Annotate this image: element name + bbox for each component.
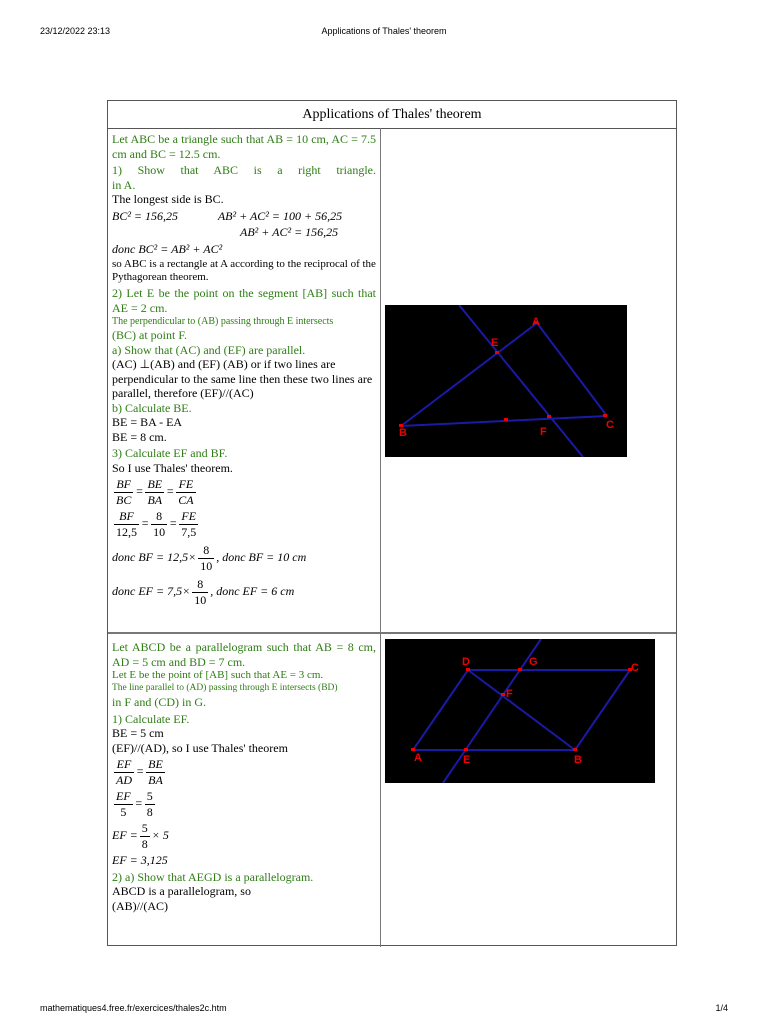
ex2-ef-formula — [112, 821, 376, 851]
frac-den: 8 — [141, 836, 148, 851]
frac-den: 5 — [120, 804, 127, 819]
row-divider — [108, 632, 676, 634]
label-c: C — [631, 662, 639, 674]
frac-num: BE — [148, 757, 163, 771]
frac-num: FE — [176, 477, 195, 493]
label-f: F — [506, 688, 513, 700]
eq-suffix: , donc BF = 10 cm — [216, 549, 307, 564]
eq-prefix: EF = — [112, 827, 138, 842]
label-d: D — [462, 656, 470, 668]
page-number: 1/4 — [715, 1003, 728, 1013]
frac-num: FE — [179, 509, 198, 525]
eq-prefix: donc EF = 7,5× — [112, 583, 191, 598]
frac-den: 12,5 — [116, 524, 137, 539]
ex1-ratio-1: $\frac{BF}{BC}$ = $\frac{BE}{BA}$ = $\frac{FE}{CA}$ — [116, 477, 194, 507]
ex1-be-line-1: BE = BA - EA — [112, 415, 183, 429]
frac-den: 10 — [153, 524, 166, 539]
ex1-question-2: 2) Let E be the point on the segment [AB] such that AE = 2 cm. — [112, 286, 376, 315]
ex2-ratio-2: $\frac{EF}{5}$ = $\frac{5}{8}$ — [116, 789, 153, 819]
print-datetime: 23/12/2022 23:13 — [40, 26, 111, 36]
ex2-thales-line: (EF)//(AD), so I use Thales' theorem — [112, 740, 288, 755]
exercise-table — [107, 100, 677, 946]
ex1-question-3: 3) Calculate EF and BF. — [112, 446, 228, 460]
ex2-intro: Let ABCD be a parallelogram such that AB = 8 cm, AD = 5 cm and BD = 7 cm. — [112, 640, 376, 669]
label-a: A — [532, 316, 540, 328]
ex2-ratio-1: $\frac{EF}{AD}$ = $\frac{BE}{BA}$ — [116, 757, 163, 787]
exercise-2-text — [112, 640, 376, 913]
frac-num: 8 — [192, 577, 208, 593]
label-e: E — [491, 337, 499, 349]
frac-den: 7,5 — [181, 524, 197, 539]
frac-num: EF — [116, 789, 131, 803]
frac-num: 8 — [151, 509, 167, 525]
ex1-math-line-1 — [112, 209, 376, 224]
column-divider — [380, 634, 381, 947]
label-b: B — [399, 427, 407, 439]
ex2-parallelogram-line: ABCD is a parallelogram, so — [112, 884, 251, 898]
ex1-bf-result — [112, 543, 376, 573]
ex2-parallel-line-cont: in F and (CD) in G. — [112, 695, 206, 709]
frac-num: BF — [114, 477, 133, 493]
frac-num: 8 — [198, 543, 214, 559]
ex2-question-2: 2) a) Show that AEGD is a parallelogram. — [112, 869, 314, 884]
ex1-be-line-2: BE = 8 cm. — [112, 429, 167, 444]
label-a: A — [414, 752, 422, 764]
ex1-ef-result — [112, 577, 376, 607]
ex1-pythagoras-conclusion: so ABC is a rectangle at A according to the reciprocal of the Pythagorean theorem. — [112, 258, 376, 283]
frac-den: AD — [116, 772, 132, 787]
ex1-question-1-cont: in A. — [112, 177, 136, 192]
label-b: B — [574, 754, 582, 766]
label-e: E — [463, 754, 471, 766]
page-title: Applications of Thales' theorem — [108, 101, 676, 129]
ex1-parallel-proof: (AC) ⊥(AB) and (EF) (AB) or if two lines are perpendicular to the same line then these two lines are parallel, therefore (EF)//(AC) — [112, 357, 373, 400]
frac-num: BE — [147, 477, 163, 491]
frac-den: 10 — [200, 558, 213, 573]
ex1-question-1: 1) Show that ABC is a right triangle. — [112, 163, 376, 177]
ex1-question-2-point: (BC) at point F. — [112, 328, 188, 342]
column-divider — [380, 128, 381, 632]
frac-den: BC — [116, 492, 132, 507]
page-url: mathematiques4.free.fr/exercices/thales2c.htm — [40, 1003, 227, 1013]
ex1-question-2a: a) Show that (AC) and (EF) are parallel. — [112, 342, 306, 357]
ex1-ratio-2: $\frac{BF}{12,5}$ = $\frac{8}{10}$ = $\frac{FE}{7,5}$ — [116, 509, 197, 539]
ex1-thales-line: So I use Thales' theorem. — [112, 460, 233, 475]
ex1-math-bc2: BC² = 156,25 — [112, 208, 179, 223]
ex1-math-line-3: donc BC² = AB² + AC² — [112, 241, 223, 256]
frac-den: 8 — [146, 804, 153, 819]
eq-suffix: , donc EF = 6 cm — [210, 583, 295, 598]
frac-den: BA — [148, 772, 163, 787]
label-f: F — [540, 426, 547, 438]
exercise-1-text — [112, 132, 376, 609]
print-title: Applications of Thales' theorem — [321, 26, 447, 36]
ex2-parallel-line: The line parallel to (AD) passing through E intersects (BD) — [112, 683, 338, 693]
triangle-figure — [385, 305, 627, 457]
ex2-question-1: 1) Calculate EF. — [112, 711, 190, 726]
label-g: G — [529, 656, 538, 668]
frac-num: BF — [114, 509, 139, 525]
ex1-question-2b: b) Calculate BE. — [112, 400, 192, 415]
frac-den: CA — [178, 492, 194, 507]
label-c: C — [606, 419, 614, 431]
frac-num: 5 — [141, 821, 148, 835]
ex1-question-2-cont: The perpendicular to (AB) passing through E intersects — [112, 316, 334, 327]
ex1-math-line-2: AB² + AC² = 156,25 — [240, 225, 339, 239]
frac-den: BA — [147, 492, 163, 507]
frac-num: EF — [114, 757, 134, 773]
ex2-parallel-line-2: (AB)//(AC) — [112, 898, 168, 913]
ex2-point-e: Let E be the point of [AB] such that AE = 3 cm. — [112, 669, 324, 681]
ex2-ef-result: EF = 3,125 — [112, 853, 168, 867]
eq-suffix: × 5 — [151, 827, 169, 842]
ex1-intro: Let ABC be a triangle such that AB = 10 cm, AC = 7.5 cm and BC = 12.5 cm. — [112, 132, 376, 161]
frac-den: 10 — [194, 592, 207, 607]
eq-prefix: donc BF = 12,5× — [112, 549, 197, 564]
ex2-be-line: BE = 5 cm — [112, 726, 164, 740]
frac-num: 5 — [146, 789, 153, 803]
parallelogram-figure — [385, 639, 655, 783]
ex1-math-sum: AB² + AC² = 100 + 56,25 — [217, 208, 343, 223]
ex1-longest-side: The longest side is BC. — [112, 192, 224, 206]
